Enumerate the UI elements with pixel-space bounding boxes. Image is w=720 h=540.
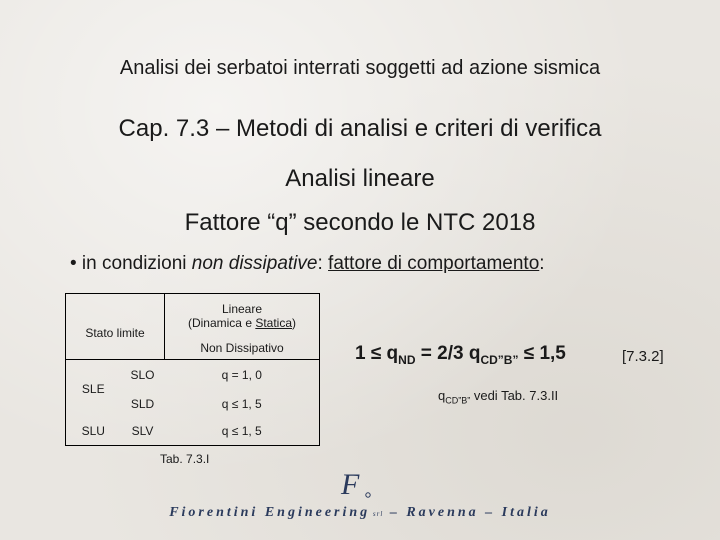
group-slu: SLU [66, 418, 121, 446]
section-heading: Analisi lineare [285, 165, 435, 192]
group-sle: SLE [66, 360, 121, 418]
presentation-title: Analisi dei serbatoi interrati soggetti ad azione sismica [119, 57, 601, 79]
formula-pre: 1 ≤ q [355, 343, 399, 364]
note-q: q [438, 388, 446, 403]
formula-sub-nd: ND [398, 352, 416, 367]
equation-reference: [7.3.2] [622, 348, 664, 365]
footer [0, 505, 720, 521]
q-slv: q ≤ 1, 5 [165, 418, 320, 446]
bullet-text-mid: : [317, 253, 329, 274]
note-text: vedi Tab. 7.3.II [470, 388, 559, 403]
header-non-dissipativo: Non Dissipativo [165, 338, 320, 360]
footer-company: Fiorentini Engineering [169, 505, 371, 520]
bullet-text-underlined: fattore di comportamento [328, 253, 540, 274]
formula-post: ≤ 1,5 [518, 343, 566, 364]
state-slo: SLO [121, 360, 165, 390]
table-caption: Tab. 7.3.I [160, 452, 210, 466]
header-lineare [165, 294, 320, 338]
q-factor-table [65, 293, 320, 446]
q-slo: q = 1, 0 [165, 360, 320, 390]
state-slv: SLV [121, 418, 165, 446]
bullet-symbol: • [70, 253, 77, 274]
header-lineare-title: Lineare [221, 301, 263, 316]
header-sub-statica: Statica [255, 315, 293, 330]
reference-note [438, 388, 558, 406]
header-sub-pre: (Dinamica e [187, 315, 256, 330]
footer-srl: srl [370, 510, 384, 518]
header-lineare-sub [165, 316, 319, 330]
formula-sub-cdb: CD”B” [480, 352, 519, 367]
bullet-text-post: : [539, 253, 545, 274]
state-sld: SLD [130, 396, 155, 411]
footer-location: – Ravenna – Italia [383, 505, 551, 520]
company-logo-icon [338, 466, 374, 502]
header-stato-limite: Stato limite [66, 294, 165, 360]
logo-dot [366, 493, 370, 497]
q-formula [355, 343, 566, 367]
bullet-text-pre: in condizioni [76, 253, 192, 274]
formula-mid: = 2/3 q [415, 343, 481, 364]
chapter-heading: Cap. 7.3 – Metodi di analisi e criteri di verifica [118, 115, 602, 142]
logo-letter: F [341, 468, 360, 501]
header-sub-post: ) [292, 315, 297, 330]
bullet-point [70, 253, 545, 275]
bullet-text-italic: non dissipative [191, 253, 318, 274]
q-sld: q ≤ 1, 5 [165, 390, 320, 418]
topic-heading: Fattore “q” secondo le NTC 2018 [184, 209, 536, 236]
note-sub: CD”B” [445, 395, 471, 406]
